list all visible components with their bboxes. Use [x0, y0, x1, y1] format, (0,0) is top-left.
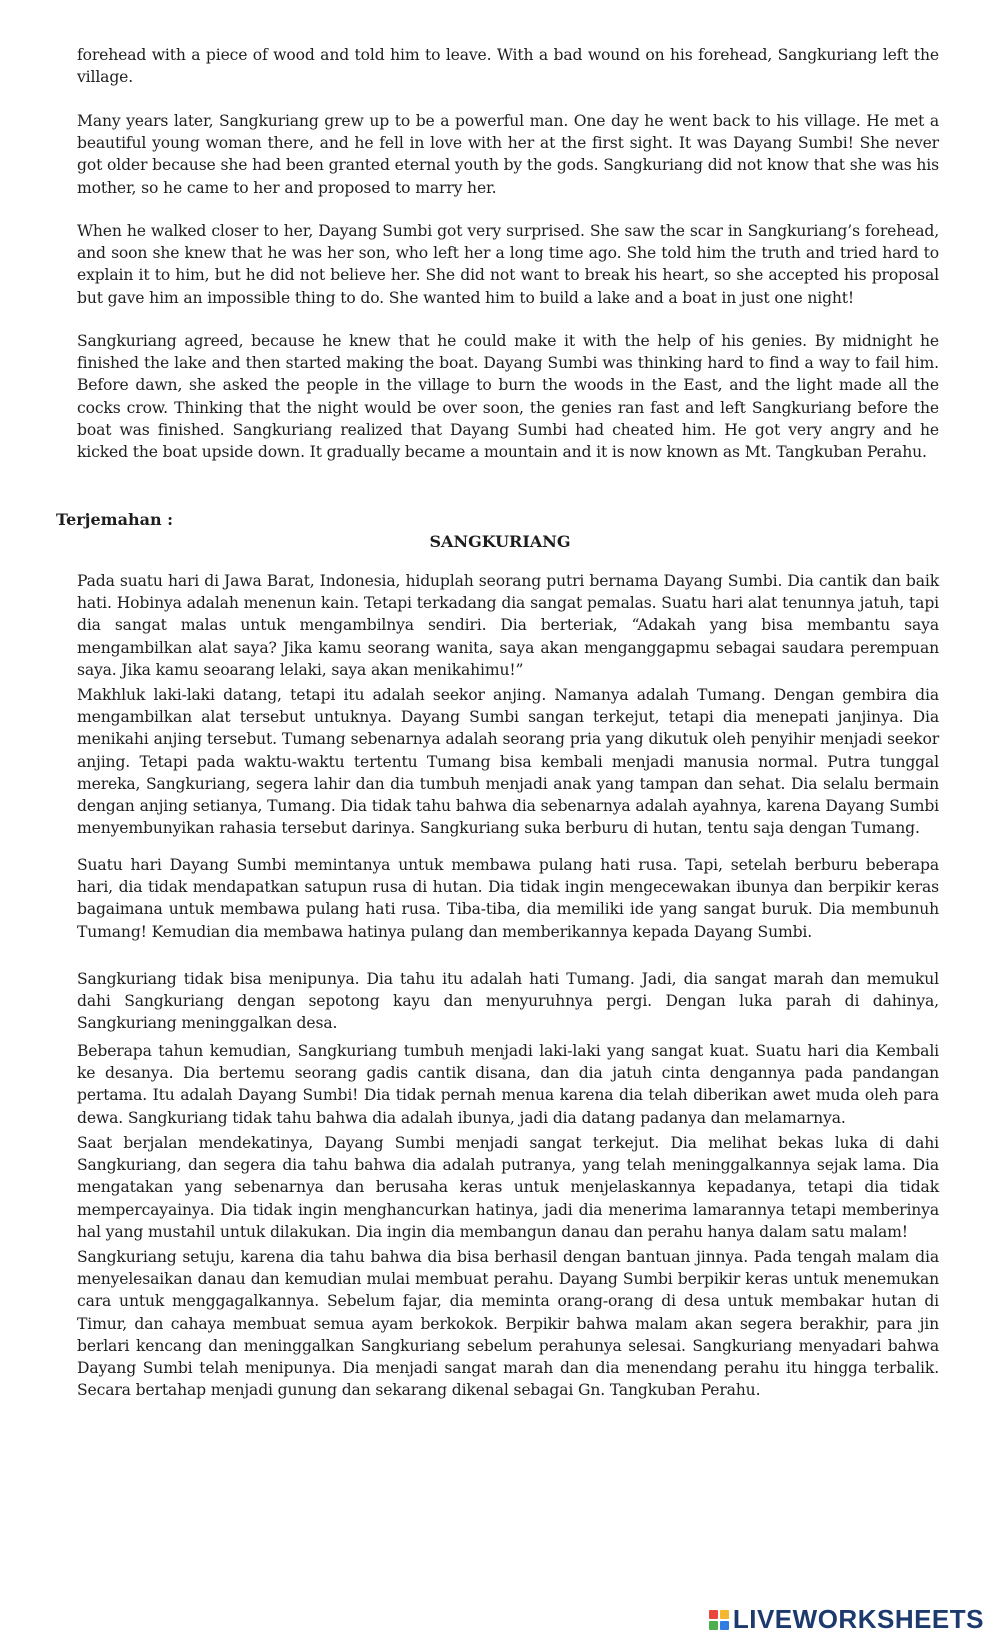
story-title: SANGKURIANG [429, 532, 571, 551]
english-paragraph-0: forehead with a piece of wood and told him to leave. With a bad wound on his forehead, Sangkuriang left the village. [77, 46, 939, 87]
translation-paragraph-5: Beberapa tahun kemudian, Sangkuriang tumbuh menjadi laki-laki yang sangat kuat. Suatu hari dia Kembali ke desanya. Dia bertemu seorang gadis cantik disana, dan dia jatuh cinta dengannya pada pandangan pertama. Itu adalah Dayang Sumbi! Dia tidak pernah menua karena dia telah diberikan awet muda oleh para dewa. Sangkuriang tidak tahu bahwa dia adalah ibunya, jadi dia datang padanya dan melamarnya. [77, 1042, 939, 1127]
translation-paragraph-1: Pada suatu hari di Jawa Barat, Indonesia, hiduplah seorang putri bernama Dayang Sumbi. Dia cantik dan baik hati. Hobinya adalah menenun kain. Tetapi terkadang dia sangat pemalas. Suatu hari alat tenunnya jatuh, tapi dia sangat malas untuk mengambilnya sendiri. Dia berteriak, “Adakah yang bisa membantu saya mengambilkan alat saya? Jika kamu seorang wanita, saya akan menganggapmu sebagai saudara perempuan saya. Jika kamu seoarang lelaki, saya akan menikahimu!” [77, 572, 939, 679]
liveworksheets-logo [709, 1604, 984, 1635]
english-paragraph-3: Sangkuriang agreed, because he knew that he could make it with the help of his genies. By midnight he finished the lake and then started making the boat. Dayang Sumbi was thinking hard to find a way to fail him. Before dawn, she asked the people in the village to burn the woods in the East, and the light made all the cocks crow. Thinking that the night would be over soon, the genies ran fast and left Sangkuriang before the boat was finished. Sangkuriang realized that Dayang Sumbi had cheated him. He got very angry and he kicked the boat upside down. It gradually became a mountain and it is now known as Mt. Tangkuban Perahu. [77, 332, 939, 462]
liveworksheets-wordmark: LIVEWORKSHEETS [732, 1604, 984, 1634]
translation-paragraph-4: Sangkuriang tidak bisa menipunya. Dia tahu itu adalah hati Tumang. Jadi, dia sangat marah dan memukul dahi Sangkuriang dengan sepotong kayu dan menyuruhnya pergi. Dengan luka parah di dahinya, Sangkuriang meninggalkan desa. [77, 970, 939, 1033]
english-paragraph-2: When he walked closer to her, Dayang Sumbi got very surprised. She saw the scar in Sangkuriang’s forehead, and soon she knew that he was her son, who left her a long time ago. She told him the truth and tried hard to explain it to him, but he did not believe her. She did not want to break his heart, so she accepted his proposal but gave him an impossible thing to do. She wanted him to build a lake and a boat in just one night! [77, 222, 939, 307]
english-paragraph-1: Many years later, Sangkuriang grew up to be a powerful man. One day he went back to his village. He met a beautiful young woman there, and he fell in love with her at the first sight. It was Dayang Sumbi! She never got older because she had been granted eternal youth by the gods. Sangkuriang did not know that she was his mother, so he came to her and proposed to marry her. [77, 112, 939, 197]
translation-paragraph-7: Sangkuriang setuju, karena dia tahu bahwa dia bisa berhasil dengan bantuan jinnya. Pada tengah malam dia menyelesaikan danau dan kemudian mulai membuat perahu. Dayang Sumbi berpikir keras untuk menemukan cara untuk menggagalkannya. Sebelum fajar, dia meminta orang-orang di desa untuk membakar hutan di Timur, dan cahaya membuat semua ayam berkokok. Berpikir bahwa malam akan segera berakhir, para jin berlari kencang dan meninggalkan Sangkuriang sebelum perahunya selesai. Sangkuriang menyadari bahwa Dayang Sumbi telah menipunya. Dia menjadi sangat marah dan dia menendang perahu itu hingga terbalik. Secara bertahap menjadi gunung dan sekarang dikenal sebagai Gn. Tangkuban Perahu. [77, 1248, 939, 1400]
translation-label: Terjemahan : [56, 510, 174, 529]
translation-paragraph-3: Suatu hari Dayang Sumbi memintanya untuk membawa pulang hati rusa. Tapi, setelah berburu beberapa hari, dia tidak mendapatkan satupun rusa di hutan. Dia tidak ingin mengecewakan ibunya dan berpikir keras bagaimana untuk membawa pulang hati rusa. Tiba-tiba, dia memiliki ide yang sangat buruk. Dia membunuh Tumang! Kemudian dia membawa hatinya pulang dan memberikannya kepada Dayang Sumbi. [77, 856, 939, 941]
translation-paragraph-2: Makhluk laki-laki datang, tetapi itu adalah seekor anjing. Namanya adalah Tumang. Dengan gembira dia mengambilkan alat tersebut untuknya. Dayang Sumbi sangan terkejut, tetapi dia menepati janjinya. Dia menikahi anjing tersebut. Tumang sebenarnya adalah seorang pria yang dikutuk oleh penyihir menjadi seekor anjing. Tetapi pada waktu-waktu tertentu Tumang bisa kembali menjadi manusia normal. Putra tunggal mereka, Sangkuriang, segera lahir dan dia tumbuh menjadi anak yang tampan dan sehat. Dia selalu bermain dengan anjing setianya, Tumang. Dia tidak tahu bahwa dia sebenarnya adalah ayahnya, karena Dayang Sumbi menyembunyikan rahasia tersebut darinya. Sangkuriang suka berburu di hutan, tentu saja dengan Tumang. [77, 686, 939, 838]
translation-paragraph-6: Saat berjalan mendekatinya, Dayang Sumbi menjadi sangat terkejut. Dia melihat bekas luka di dahi Sangkuriang, dan segera dia tahu bahwa dia adalah putranya, yang telah meninggalkannya sejak lama. Dia mengatakan yang sebenarnya dan berusaha keras untuk menjelaskannya kepadanya, tetapi dia tidak mempercayainya. Dia tidak ingin menghancurkan hatinya, jadi dia menerima lamarannya tetapi memberinya hal yang mustahil untuk dilakukan. Dia ingin dia membangun danau dan perahu hanya dalam satu malam! [77, 1134, 939, 1241]
liveworksheets-logo-icon [709, 1610, 729, 1630]
